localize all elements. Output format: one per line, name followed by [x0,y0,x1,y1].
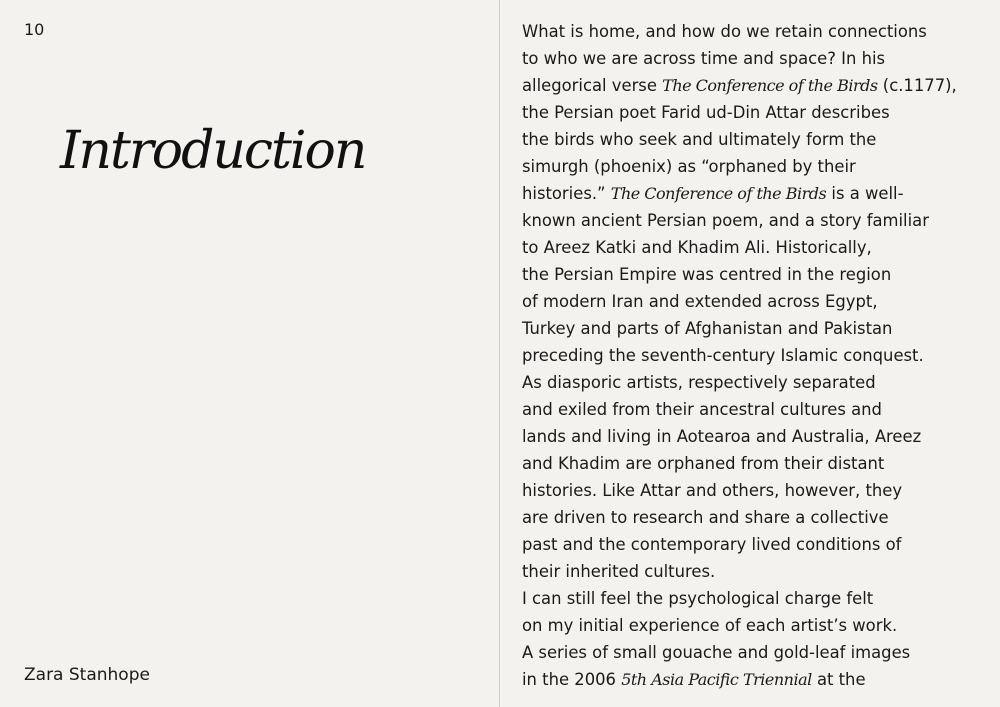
text-run: are driven to research and share a collective [522,508,889,527]
text-run: A series of small gouache and gold-leaf images [522,643,911,662]
text-line [522,261,992,288]
text-line [522,504,992,531]
text-line [522,342,992,369]
text-line [522,180,992,207]
text-line [522,126,992,153]
text-line [522,18,992,45]
text-line [522,72,992,99]
text-run: I can still feel the psychological charge felt [522,589,874,608]
text-line [522,531,992,558]
text-line [522,315,992,342]
text-line [522,585,992,612]
text-line [522,666,992,693]
text-line [522,450,992,477]
page-number: 10 [24,20,45,39]
text-line [522,369,992,396]
text-line [522,234,992,261]
text-run: and exiled from their ancestral cultures and [522,400,882,419]
text-run: at the [811,670,866,689]
text-line [522,45,992,72]
text-run: As diasporic artists, respectively separated [522,373,876,392]
text-run: lands and living in Aotearoa and Australia, Areez [522,427,922,446]
italic-title-run: 5th Asia Pacific Triennial [621,670,812,689]
text-line [522,153,992,180]
text-run: in the 2006 [522,670,622,689]
text-run: the Persian Empire was centred in the region [522,265,892,284]
text-run: their inherited cultures. [522,562,716,581]
text-run: of modern Iran and extended across Egypt, [522,292,878,311]
text-run: the Persian poet Farid ud-Din Attar describes [522,103,890,122]
text-line [522,396,992,423]
italic-title-run: The Conference of the Birds [610,184,827,203]
text-run: and Khadim are orphaned from their distant [522,454,885,473]
text-run: to who we are across time and space? In his [522,49,886,68]
text-run: is a well- [826,184,904,203]
text-run: histories.” [522,184,611,203]
text-line [522,558,992,585]
text-run: past and the contemporary lived conditions of [522,535,902,554]
text-line [522,99,992,126]
text-line [522,639,992,666]
text-line [522,288,992,315]
italic-title-run: The Conference of the Birds [662,76,878,95]
text-run: (c.1177), [877,76,957,95]
author-name: Zara Stanhope [24,665,150,685]
text-run: allegorical verse [522,76,663,95]
text-run: histories. Like Attar and others, however, they [522,481,903,500]
text-run: known ancient Persian poem, and a story familiar [522,211,929,230]
text-line [522,612,992,639]
text-run: simurgh (phoenix) as “orphaned by their [522,157,856,176]
chapter-title: Introduction [60,121,366,181]
text-run: on my initial experience of each artist’s work. [522,616,898,635]
text-run: to Areez Katki and Khadim Ali. Historically, [522,238,872,257]
text-line [522,477,992,504]
text-line [522,423,992,450]
body-text [522,18,992,693]
text-run: Turkey and parts of Afghanistan and Pakistan [522,319,893,338]
right-page [500,0,1000,707]
left-page [0,0,499,707]
text-run: What is home, and how do we retain connections [522,22,927,41]
text-run: the birds who seek and ultimately form the [522,130,877,149]
text-run: preceding the seventh-century Islamic conquest. [522,346,924,365]
text-line [522,207,992,234]
